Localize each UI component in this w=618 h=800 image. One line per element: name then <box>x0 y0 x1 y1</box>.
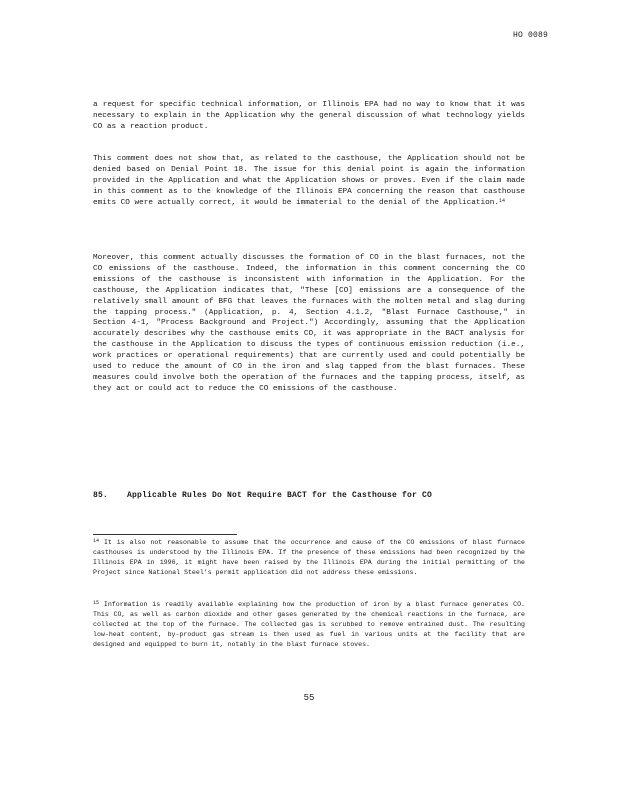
paragraph-co-formation <box>93 253 525 395</box>
footnote-text: It is also not reasonable to assume that the occurrence and cause of the CO emissions of blast furnace casthouses is understood by the Illinois EPA. If the presence of these emissions had been recognized by the Illinois EPA in 1996, it might have been raised by the Illinois EPA during the initial permitting of the Project since National Steel's permit application did not address these emissions. <box>93 539 525 576</box>
section-title: Applicable Rules Do Not Require BACT for the Casthouse for CO <box>127 491 433 500</box>
footnote-15 <box>93 600 525 650</box>
footnote-text: Information is readily available explaining how the production of iron by a blast furnace generates CO. This CO, as well as carbon dioxide and other gases generated by the chemical reactions in the furnace, are collected at the top of the furnace. The collected gas is scrubbed to remove entrained dust. The resulting low-heat content, by-product gas stream is then used as fuel in various units at the facility that are designed and equipped to burn it, notably in the blast furnace stoves. <box>93 601 526 648</box>
footnote-14 <box>93 538 525 578</box>
footnote-mark: 14 <box>93 538 100 544</box>
section-number: 85. <box>93 491 109 500</box>
paragraph-text: This comment does not show that, as related to the casthouse, the Application should not be denied based on Denial Point 18. The issue for this denial point is again the information provided in the Application and what the Application shows or proves. Even if the claim made in this comment as to the knowledge of the Illinois EPA concerning the reason that casthouse emits CO were actually correct, it would be immaterial to the denial of the Application. <box>93 155 525 207</box>
footnote-mark: 15 <box>93 600 100 606</box>
document-id: HO 0089 <box>512 31 548 40</box>
footnote-ref-14[interactable]: 14 <box>498 197 505 204</box>
section-heading <box>93 491 432 500</box>
page-number: 55 <box>303 693 315 703</box>
paragraph-continuation: a request for specific technical information, or Illinois EPA had no way to know that it was necessary to explain in the Application why the general discussion of what technology yields CO as a reaction product. <box>93 101 525 131</box>
footnote-divider <box>93 534 237 535</box>
paragraph-casthouse-denial <box>93 154 525 209</box>
paragraph-text: Moreover, this comment actually discusses the formation of CO in the blast furnaces, not the CO emissions of the casthouse. Indeed, the information in this comment concerning the CO emissions of the casthouse is inconsistent with information in the Application. For the casthouse, the Application indicates that, "These [CO] emissions are a consequence of the relatively small amount of BFG that leaves the furnaces with the molten metal and slag during the tapping process." (Application, p. 4, Section 4.1.2, "Blast Furnace Casthouse," in Section 4-1, "Process Background and Project.") Accordingly, assuming that the Application accurately describes why the casthouse emits CO, it was appropriate in the BACT analysis for the casthouse in the Application to discuss the types of continuous emission reduction (i.e., work practices or operational requirements) that are currently used and could potentially be used to reduce the amount of CO in the iron and slag tapped from the blast furnaces. These measures could involve both the operation of the furnaces and the tapping process, itself, as they act or could act to reduce the CO emissions of the casthouse. <box>93 254 525 393</box>
